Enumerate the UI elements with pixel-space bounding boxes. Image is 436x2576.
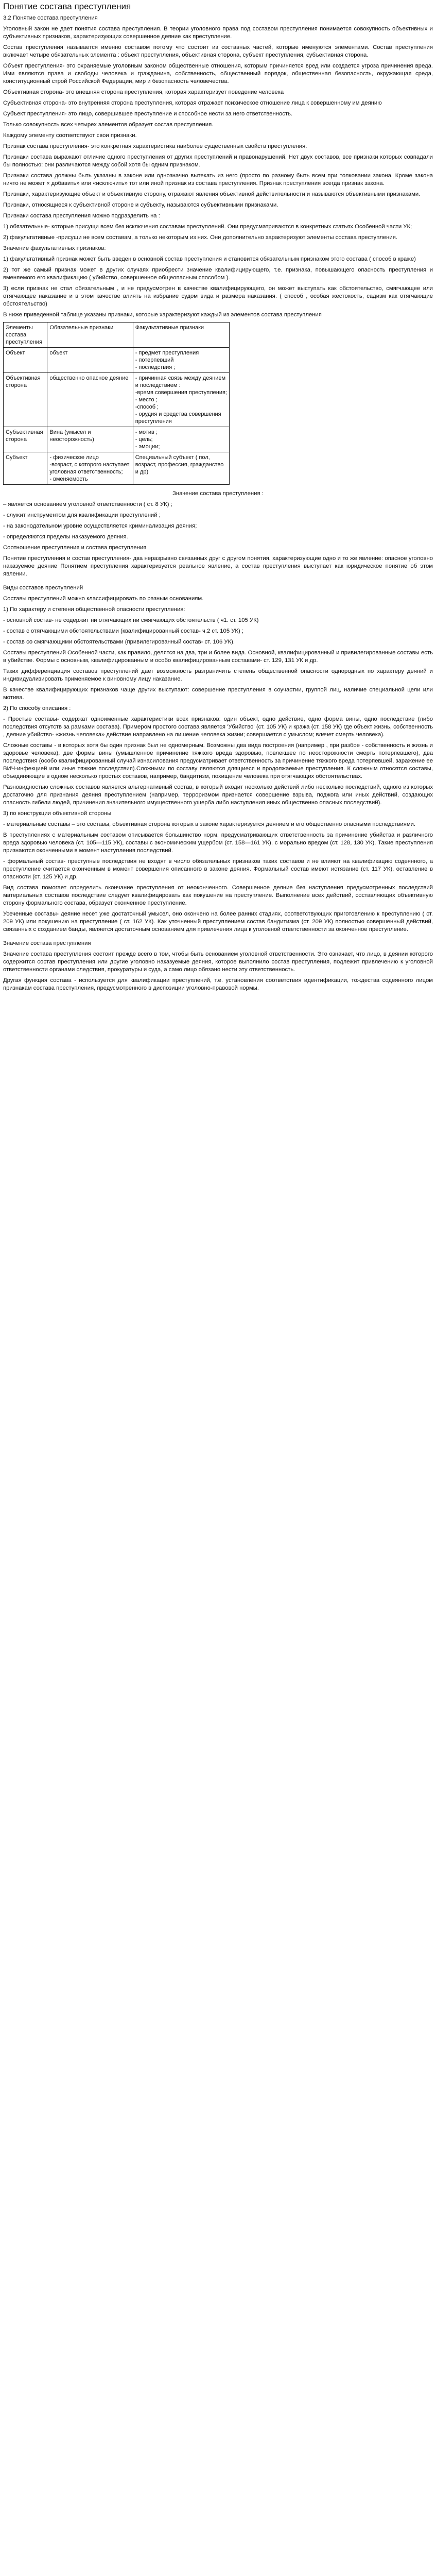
paragraph: Признаки, относящиеся к субъективной стороне и субъекту, называются субъективными признаками. xyxy=(3,202,278,208)
table-cell: Объект xyxy=(4,348,47,373)
paragraph: Усеченные составы- деяние несет уже достаточный умысел, оно окончено на более ранних стадиях, соответствующих приготовлению к преступлению ( ст. 209 УК) или покушению на преступление ( ст. 162 УК). Как уточненный преступлением состав бандитизма (ст. 209 УК) полностью совершенный действий, связанных с созданием банды, является достаточным основанием для привлечения лица к уголовной ответственности за оконченное преступление. xyxy=(3,911,433,933)
paragraph: Сложные составы - в которых хотя бы один признак был не одномерным. Возможны два вида построения (например , при разбое - собственность и жизнь и здоровье человека), две формы вины (умышленное причинение тяжкого вреда здоровью, повлекшее по неосторожности смерть потерпевшего), два последствия (особо квалифицированный случай изнасилования предусматривает ответственность за причинение тяжкого вреда потерпевшей, заражение ее ВИЧ-инфекцией или иные тяжкие последствия).Сложными по составу являются длящиеся и продолжаемые преступления. К сложным относятся составы, объединяющие в одном несколько простых составов, например, бандитизм, похищение человека при отягчающих обстоятельствах. xyxy=(3,742,433,779)
paragraph: В преступлениях с материальным составом описывается большинство норм, предусматривающих ответственность за причинение убийства и различного вреда здоровью человека (ст. 105—115 УК), составы с экономическим ущербом (ст. 158—161 УК), с морально вредом (ст. 128, 130 УК). Такие преступления признаются оконченными в момент наступления последствий. xyxy=(3,832,433,854)
paragraph: Виды составов преступлений xyxy=(3,585,83,591)
table-cell: Субъект xyxy=(4,452,47,485)
table-cell: Объективная сторона xyxy=(4,373,47,427)
paragraph: Составы преступлений можно классифицировать по разным основаниям. xyxy=(3,596,204,602)
paragraph: - материальные составы – это составы, объективная сторона которых в законе характеризуется деянием и его общественно опасными последствиями. xyxy=(3,821,416,827)
paragraph: 2) По способу описания : xyxy=(3,705,71,711)
table-cell: - причинная связь между деянием и последствием : -время совершения преступления; - место ; -способ ; - орудия и средства совершения преступления xyxy=(133,373,229,427)
paragraph: Значение факультативных признаков: xyxy=(3,245,106,251)
paragraph: 3) если признак не стал обязательным , и не предусмотрен в качестве квалифицирующего, он может выступать как обстоятельство, смягчающее или отягчающее наказание и в этом качестве влиять на избрание судом вида и размера наказания. ( способ , особая жестокость, садизм как отягчающие обстоятельство) xyxy=(3,285,433,307)
paragraph: 3.2 Понятие состава преступления xyxy=(3,15,98,21)
paragraph: - Простые составы- содержат одноименные характеристики всех признаков: один объект, одно действие, одно форма вины, одно последствие (либо последствия отсутств за рамками состава). Примером простого состава является 'Убийство' (ст. 105 УК) и кража (ст. 158 УК) где объект жизнь, собственность , деяние убийство- «жизнь человека» действие направлено на лишение человека жизни; совершается с умыслом; влечет смерть человека). xyxy=(3,716,433,738)
paragraph: Другая функция состава - используется для квалификации преступлений, т.е. установления соответствия идентификации, тождества содеянного лицом признакам состава преступления, предусмотренного в диспозиции уголовно-правовой нормы. xyxy=(3,977,433,991)
paragraph: Признак состава преступления- это конкретная характеристика наиболее существенных свойств преступления. xyxy=(3,143,307,149)
paragraph: Значение состава преступления : xyxy=(172,490,264,497)
paragraph: Разновидностью сложных составов является альтернативный состав, в который входит несколько действий либо несколько последствий, одного из которых достаточно для признания деяния преступлением (например, терроризмом признается совершение взрыва, поджога или иных действий, создающих опасность гибели людей, причинения значительного имущественного ущерба либо наступления иных общественно опасных последствий). xyxy=(3,784,433,806)
paragraph: Признаки состава преступления можно подразделить на : xyxy=(3,213,160,219)
table-cell: - предмет преступления - потерпевший - последствия ; xyxy=(133,348,229,373)
paragraph: Состав преступления называется именно составом потому что состоит из составных частей, которые именуются элементами. Состав преступления включает четыре обязательных элемента : объект преступления, объективная сторона, субъект преступления, субъективная сторона. xyxy=(3,44,433,58)
page-title: Понятие состава преступления xyxy=(3,2,131,11)
paragraph: - служит инструментом для квалификации преступлений ; xyxy=(3,512,161,518)
paragraph: Признаки, характеризующие объект и объективную сторону, отражают явления объективной действительности и называются объективными признаками. xyxy=(3,191,421,197)
paragraph: Значение состава преступления xyxy=(3,940,91,946)
paragraph: 2) факультативные -присущи не всем составам, а только некоторым из них. Они дополнительно характеризуют элементы состава преступления. xyxy=(3,234,397,241)
table-cell: Специальный субъект ( пол, возраст, профессия, гражданство и др) xyxy=(133,452,229,485)
paragraph: Объект преступления- это охраняемые уголовным законом общественные отношения, которым причиняется вред или создается угроза причинения вреда. Ими являются права и свободы человека и гражданина, собственность, общественный порядок, общественная безопасность, окружающая среда, конституционный строй Российской Федерации, мир и безопасность человечества. xyxy=(3,63,433,84)
paragraph: - состав со смягчающими обстоятельствами (привилегированный состав- ст. 106 УК). xyxy=(3,639,235,645)
table-cell: Вина (умысел и неосторожность) xyxy=(47,427,133,452)
paragraph: - формальный состав- преступные последствия не входят в число обязательных признаков таких составов и не влияют на квалификацию содеянного, а преступление считается оконченным в момент совершения описанного в законе деяния. Формальный состав имеют истязание (ст. 117 УК), оставление в опасности (ст. 125 УК) и др. xyxy=(3,858,433,880)
paragraph: Субъект преступления- это лицо, совершившее преступление и способное нести за него ответственность. xyxy=(3,111,293,117)
table-cell: Обязательные признаки xyxy=(47,323,133,348)
table-cell: Субъективная сторона xyxy=(4,427,47,452)
paragraph: Признаки состава выражают отличие одного преступления от других преступлений и правонарушений. Нет двух составов, все признаки которых совпадали бы полностью: они различаются между собой хотя бы одним признаком. xyxy=(3,154,433,168)
paragraph: - состав с отягчающими обстоятельствами (квалифицированный состав- ч.2 ст. 105 УК) ; xyxy=(3,628,244,634)
paragraph: 2) тот же самый признак может в других случаях приобрести значение квалифицирующего, т.е. признака, повышающего опасность преступления и вменяемого его квалификацию ( убийство, совершенное общеопасным способом ). xyxy=(3,267,433,281)
table-cell: Факультативные признаки xyxy=(133,323,229,348)
elements-table xyxy=(3,322,230,485)
table-cell: - мотив ; - цель; - эмоции; xyxy=(133,427,229,452)
paragraph: Понятие преступления и состав преступления- два неразрывно связанных друг с другом понятия, характеризующие одно и то же явление: опасное уголовно наказуемое деяние Понятием преступления характеризуется реальное явление, а состав преступления выступает как юридическое понятие об этом явлении. xyxy=(3,555,433,577)
table-row xyxy=(4,427,230,452)
paragraph: Вид состава помогает определить окончание преступления от неоконченного. Совершенное деяние без наступления предусмотренных последствий материальных составов последствие следует квалифицировать как покушение на преступление. Выполнение всех действий, составляющих объективную сторону формального состава, образует оконченное преступление. xyxy=(3,885,433,906)
table-row xyxy=(4,452,230,485)
paragraph: 1) обязательные- которые присущи всем без исключения составам преступлений. Они предусматриваются в конкретных статьях Особенной части УК; xyxy=(3,224,412,230)
paragraph: Соотношение преступления и состава преступления xyxy=(3,545,147,551)
paragraph: 1) факультативный признак может быть введен в основной состав преступления и становится обязательным признаком этого состава ( способ в краже) xyxy=(3,256,416,262)
paragraph: - на законодательном уровне осуществляется криминализация деяния; xyxy=(3,523,197,529)
table-cell: объект xyxy=(47,348,133,373)
paragraph: – является основанием уголовной ответственности ( ст. 8 УК) ; xyxy=(3,501,172,507)
paragraph: Каждому элементу соответствуют свои признаки. xyxy=(3,132,137,139)
document-body xyxy=(3,14,433,992)
table-row xyxy=(4,348,230,373)
paragraph: Объективная сторона- это внешняя сторона преступления, которая характеризует поведение человека xyxy=(3,89,284,95)
paragraph: - определяются пределы наказуемого деяния. xyxy=(3,534,128,540)
table-header-row xyxy=(4,323,230,348)
table-cell: общественно опасное деяние xyxy=(47,373,133,427)
paragraph: Составы преступлений Особенной части, как правило, делятся на два, три и более вида. Основной, квалифицированный и привилегированные составы есть в убийстве. Формы с основным, квалифицированным и особо квалифицированным составами- ст. 129, 131 УК и др. xyxy=(3,650,433,664)
document-page xyxy=(0,0,436,1016)
paragraph: Только совокупность всех четырех элементов образует состав преступления. xyxy=(3,122,214,128)
paragraph: 3) по конструкции объективной стороны xyxy=(3,810,112,817)
paragraph: Уголовный закон не дает понятия состава преступления. В теории уголовного права под составом преступления понимается совокупность объективных и субъективных признаков, характеризующих совершенное деяние как преступление. xyxy=(3,26,433,40)
paragraph: - основной состав- не содержит ни отягчающих ни смягчающих обстоятельств ( ч1. ст. 105 УК) xyxy=(3,617,259,623)
paragraph: В ниже приведенной таблице указаны признаки, которые характеризуют каждый из элементов состава преступления xyxy=(3,312,322,318)
table-row xyxy=(4,373,230,427)
paragraph: Субъективная сторона- это внутренняя сторона преступления, которая отражает психическое отношение лица к совершенному им деянию xyxy=(3,100,382,106)
table-cell: - физическое лицо -возраст, с которого наступает уголовная ответственность; - вменяемость xyxy=(47,452,133,485)
paragraph: В качестве квалифицирующих признаков чаще других выступают: совершение преступления в соучастии, группой лиц, наличие специальной цели или мотива. xyxy=(3,687,433,701)
paragraph: Таких дифференциация составов преступлений дает возможность разграничить степень общественной опасности однородных по характеру деяний и индивидуализировать применяемое к виновному лицу наказание. xyxy=(3,668,433,682)
paragraph: 1) По характеру и степени общественной опасности преступления: xyxy=(3,606,185,613)
paragraph: Признаки состава должны быть указаны в законе или однозначно вытекать из него (просто по разному быть всем при толковании закона. Кроме закона ничто не может « добавить» или «исключить» тот или иной признак из состава преступления. Признак преступления всегда признак закона. xyxy=(3,173,433,187)
paragraph: Значение состава преступления состоит прежде всего в том, чтобы быть основанием уголовной ответственности. Это означает, что лицо, в деянии которого содержится состав преступления или другие уголовно наказуемые деяния, которое выполнило состав преступления, подлежит привлечению к уголовной ответственности органами следствия, прокуратуры и суда, а само лицо обязано нести эту ответственность. xyxy=(3,951,433,973)
table-cell: Элементы состава преступления xyxy=(4,323,47,348)
